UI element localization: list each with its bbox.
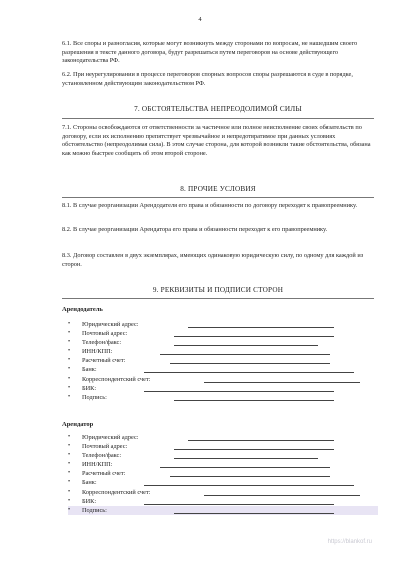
tenant-field-bik: [68, 497, 378, 506]
landlord-fill-in-line[interactable]: [174, 400, 334, 401]
bullet-icon: •: [68, 384, 71, 391]
bullet-icon: •: [68, 452, 71, 459]
tenant-field-bank: [68, 478, 378, 487]
landlord-field-signature: [68, 393, 378, 402]
bullet-icon: •: [68, 366, 71, 373]
tenant-field-label: БИК:: [82, 497, 97, 505]
tenant-field-settlement-account: [68, 469, 378, 478]
landlord-field-legal-address: [68, 320, 378, 329]
tenant-field-label: Подпись:: [82, 506, 107, 514]
tenant-fill-in-line[interactable]: [174, 513, 334, 514]
landlord-field-label: Корреспондентский счет:: [82, 375, 151, 383]
landlord-field-phone-fax: [68, 338, 378, 347]
landlord-fill-in-line[interactable]: [174, 336, 334, 337]
tenant-fill-in-line[interactable]: [144, 485, 354, 486]
section-8-divider: [62, 197, 374, 198]
bullet-icon: •: [68, 443, 71, 450]
landlord-field-label: Подпись:: [82, 393, 107, 401]
tenant-field-inn-kpp: [68, 460, 378, 469]
landlord-fill-in-line[interactable]: [160, 354, 330, 355]
bullet-icon: •: [68, 506, 71, 513]
landlord-heading: Арендодатель: [62, 306, 103, 313]
landlord-fill-in-line[interactable]: [170, 363, 330, 364]
tenant-fill-in-line[interactable]: [204, 495, 360, 496]
bullet-icon: •: [68, 357, 71, 364]
landlord-field-label: Расчетный счет:: [82, 357, 126, 365]
tenant-field-label: Телефон/факс:: [82, 452, 122, 460]
page-number: 4: [198, 16, 202, 23]
section-8-title: 8. ПРОЧИЕ УСЛОВИЯ: [180, 185, 256, 193]
tenant-field-label: Почтовый адрес:: [82, 443, 128, 451]
tenant-field-postal-address: [68, 442, 378, 451]
tenant-field-signature: [68, 506, 378, 515]
landlord-field-bik: [68, 384, 378, 393]
tenant-field-legal-address: [68, 433, 378, 442]
bullet-icon: •: [68, 470, 71, 477]
clause-7-1: 7.1. Стороны освобождаются от ответственности за частичное или полное неисполнение своих обязательств по договору, если их исполнению препятствует чрезвычайное и непредотвратимое при данных условиях обстоятельство (непреодолимая сила). В этом случае сторона, для которой возникли такие обстоятельства, обязана как можно быстрее сообщить об этом второй стороне.: [62, 124, 371, 157]
bullet-icon: •: [68, 479, 71, 486]
bullet-icon: •: [68, 321, 71, 327]
bullet-icon: •: [68, 488, 71, 495]
landlord-fill-in-line[interactable]: [144, 372, 354, 373]
landlord-fill-in-line[interactable]: [174, 345, 318, 346]
section-9-title: 9. РЕКВИЗИТЫ И ПОДПИСИ СТОРОН: [152, 286, 284, 294]
tenant-fill-in-line[interactable]: [170, 476, 330, 477]
tenant-field-phone-fax: [68, 451, 378, 460]
tenant-fill-in-line[interactable]: [144, 504, 334, 505]
tenant-field-label: Расчетный счет:: [82, 470, 126, 478]
landlord-field-label: Телефон/факс:: [82, 339, 122, 347]
bullet-icon: •: [68, 497, 71, 504]
tenant-requisites: [68, 433, 378, 515]
landlord-field-label: ИНН/КПП:: [82, 348, 113, 356]
tenant-field-label: Корреспондентский счет:: [82, 488, 151, 496]
bullet-icon: •: [68, 461, 71, 468]
landlord-field-settlement-account: [68, 356, 378, 365]
tenant-field-label: Банк:: [82, 479, 97, 487]
landlord-fill-in-line[interactable]: [188, 327, 334, 328]
section-7-divider: [62, 118, 374, 119]
landlord-fill-in-line[interactable]: [144, 391, 334, 392]
landlord-field-label: Банк:: [82, 366, 97, 374]
bullet-icon: •: [68, 339, 71, 346]
clause-6-2: 6.2. При неурегулировании в процессе переговоров спорных вопросов споры разрешаются в суде в порядке, установленном действующим законодательством РФ.: [62, 71, 353, 87]
landlord-fill-in-line[interactable]: [204, 382, 360, 383]
section-7-title: 7. ОБСТОЯТЕЛЬСТВА НЕПРЕОДОЛИМОЙ СИЛЫ: [134, 105, 302, 113]
bullet-icon: •: [68, 375, 71, 382]
landlord-field-label: БИК:: [82, 384, 97, 392]
tenant-field-label: ИНН/КПП:: [82, 461, 113, 469]
bullet-icon: •: [68, 393, 71, 400]
watermark: https://blankof.ru: [327, 539, 372, 545]
tenant-field-correspondent-account: [68, 488, 378, 497]
landlord-field-bank: [68, 365, 378, 374]
landlord-field-inn-kpp: [68, 347, 378, 356]
bullet-icon: •: [68, 330, 71, 337]
tenant-fill-in-line[interactable]: [188, 440, 334, 441]
landlord-field-label: Почтовый адрес:: [82, 330, 128, 338]
clause-8-3: 8.3. Договор составлен в двух экземплярах, имеющих одинаковую юридическую силу, по одному для каждой из сторон.: [62, 252, 364, 268]
tenant-fill-in-line[interactable]: [174, 458, 318, 459]
section-9-divider: [62, 298, 374, 299]
clause-8-2: 8.2. В случае реорганизации Арендатора его права и обязанности переходят к его правопреемнику.: [62, 226, 328, 233]
landlord-requisites: [68, 320, 378, 402]
tenant-fill-in-line[interactable]: [174, 449, 334, 450]
landlord-field-postal-address: [68, 329, 378, 338]
landlord-field-correspondent-account: [68, 375, 378, 384]
tenant-heading: Арендатор: [62, 421, 94, 428]
clause-6-1: 6.1. Все споры и разногласия, которые могут возникнуть между сторонами по вопросам, не нашедшим своего разрешения в тексте данного договора, будут разрешаться путем переговоров на основе действующего законодательства РФ.: [62, 40, 358, 65]
bullet-icon: •: [68, 348, 71, 355]
tenant-field-label: Юридический адрес:: [82, 434, 139, 441]
bullet-icon: •: [68, 434, 71, 440]
landlord-field-label: Юридический адрес:: [82, 321, 139, 328]
clause-8-1: 8.1. В случае реорганизации Арендодателя его права и обязанности по договору переходят к правопреемнику.: [62, 202, 358, 209]
tenant-fill-in-line[interactable]: [160, 467, 330, 468]
